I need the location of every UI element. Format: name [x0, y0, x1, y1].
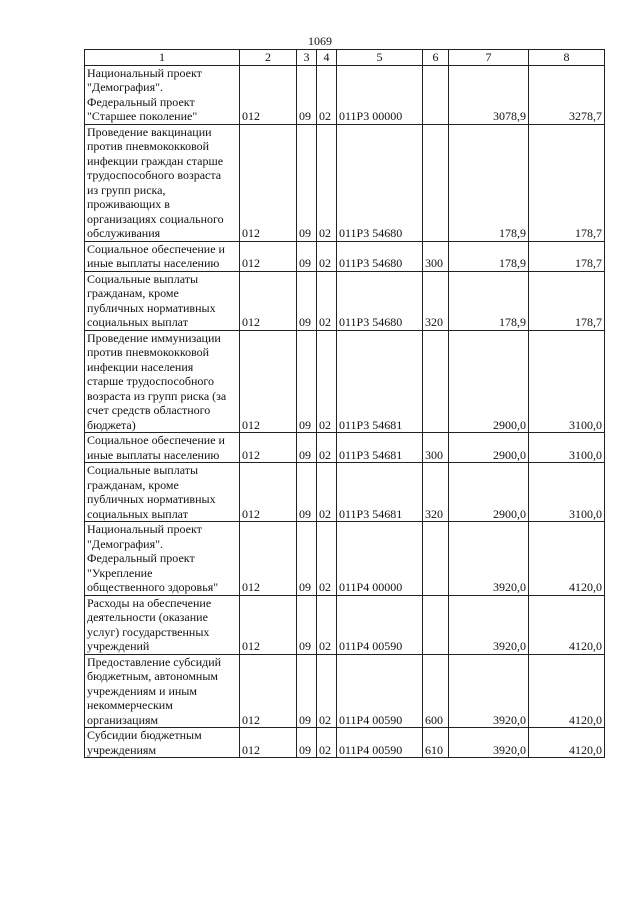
- section-code-cell: 09: [297, 124, 317, 241]
- section-code-cell: 09: [297, 433, 317, 463]
- amount-col7-cell: 178,9: [449, 124, 529, 241]
- section-code-cell: 09: [297, 654, 317, 728]
- row-description: [85, 654, 240, 728]
- admin-code-cell: 012: [240, 241, 297, 271]
- row-description: [85, 271, 240, 330]
- budget-table: [84, 49, 605, 758]
- expense-type-cell: 600: [423, 654, 449, 728]
- column-header: 3: [297, 50, 317, 66]
- amount-col8-cell: 4120,0: [529, 522, 605, 596]
- admin-code-cell: 012: [240, 65, 297, 124]
- description-line: услуг) государственных: [87, 624, 210, 639]
- description-line: иные выплаты населению: [87, 447, 220, 462]
- subsection-code-cell: 02: [317, 654, 337, 728]
- amount-col7-cell: 178,9: [449, 241, 529, 271]
- section-code-cell: 09: [297, 728, 317, 758]
- target-article-cell: 011P3 54681: [337, 463, 423, 522]
- column-header: 2: [240, 50, 297, 66]
- table-row: [85, 595, 605, 654]
- amount-col8-cell: 4120,0: [529, 595, 605, 654]
- description-line: инфекции граждан старше: [87, 153, 224, 168]
- target-article-cell: 011P3 00000: [337, 65, 423, 124]
- table-body: [85, 65, 605, 758]
- table-row: [85, 65, 605, 124]
- description-line: социальных выплат: [87, 315, 188, 329]
- table-row: [85, 433, 605, 463]
- description-line: иные выплаты населению: [87, 256, 220, 270]
- target-article-cell: 011P3 54681: [337, 330, 423, 433]
- admin-code-cell: 012: [240, 330, 297, 433]
- expense-type-cell: [423, 595, 449, 654]
- description-line: организациях социального: [87, 211, 224, 226]
- amount-col8-cell: 3100,0: [529, 463, 605, 522]
- table-row: [85, 654, 605, 728]
- amount-col8-cell: 3100,0: [529, 433, 605, 463]
- row-description: [85, 728, 240, 758]
- subsection-code-cell: 02: [317, 65, 337, 124]
- amount-col8-cell: 4120,0: [529, 654, 605, 728]
- table-row: [85, 463, 605, 522]
- description-line: некоммерческим: [87, 698, 173, 712]
- description-line: Субсидии бюджетным: [87, 728, 202, 742]
- description-line: учреждениям и иным: [87, 683, 197, 698]
- description-line: Социальные выплаты: [87, 463, 199, 477]
- description-line: социальных выплат: [87, 506, 188, 521]
- description-line: учреждениям: [87, 742, 157, 757]
- description-line: "Демография".: [87, 536, 164, 551]
- description-line: счет средств областного: [87, 403, 211, 417]
- description-line: проживающих в: [87, 197, 170, 211]
- column-header: 4: [317, 50, 337, 66]
- table-row: [85, 241, 605, 271]
- expense-type-cell: [423, 522, 449, 596]
- description-line: Федеральный проект: [87, 551, 195, 565]
- section-code-cell: 09: [297, 595, 317, 654]
- section-code-cell: 09: [297, 463, 317, 522]
- row-description: [85, 522, 240, 596]
- description-line: бюджетным, автономным: [87, 669, 218, 683]
- expense-type-cell: [423, 124, 449, 241]
- description-line: Социальное обеспечение и: [87, 433, 225, 447]
- description-line: Расходы на обеспечение: [87, 595, 212, 610]
- section-code-cell: 09: [297, 65, 317, 124]
- row-description: [85, 595, 240, 654]
- column-header: 1: [85, 50, 240, 66]
- amount-col8-cell: 178,7: [529, 271, 605, 330]
- row-description: [85, 330, 240, 433]
- description-line: "Демография".: [87, 80, 164, 94]
- subsection-code-cell: 02: [317, 330, 337, 433]
- amount-col7-cell: 2900,0: [449, 463, 529, 522]
- amount-col8-cell: 178,7: [529, 124, 605, 241]
- target-article-cell: 011P3 54680: [337, 271, 423, 330]
- target-article-cell: 011P4 00590: [337, 595, 423, 654]
- section-code-cell: 09: [297, 271, 317, 330]
- subsection-code-cell: 02: [317, 463, 337, 522]
- column-header: 7: [449, 50, 529, 66]
- subsection-code-cell: 02: [317, 433, 337, 463]
- expense-type-cell: 610: [423, 728, 449, 758]
- table-row: [85, 522, 605, 596]
- section-code-cell: 09: [297, 330, 317, 433]
- subsection-code-cell: 02: [317, 728, 337, 758]
- table-row: [85, 330, 605, 433]
- description-line: деятельности (оказание: [87, 610, 208, 624]
- row-description: [85, 65, 240, 124]
- description-line: обслуживания: [87, 226, 161, 240]
- admin-code-cell: 012: [240, 595, 297, 654]
- subsection-code-cell: 02: [317, 241, 337, 271]
- amount-col7-cell: 3078,9: [449, 65, 529, 124]
- amount-col8-cell: 3278,7: [529, 65, 605, 124]
- subsection-code-cell: 02: [317, 522, 337, 596]
- amount-col7-cell: 3920,0: [449, 595, 529, 654]
- description-line: публичных нормативных: [87, 492, 216, 506]
- page-number: 1069: [308, 34, 332, 48]
- description-line: Проведение вакцинации: [87, 124, 212, 139]
- amount-col7-cell: 178,9: [449, 271, 529, 330]
- table-row: [85, 271, 605, 330]
- table-header-row: [85, 50, 605, 66]
- expense-type-cell: 300: [423, 433, 449, 463]
- description-line: Социальное обеспечение и: [87, 241, 225, 256]
- subsection-code-cell: 02: [317, 124, 337, 241]
- description-line: общественного здоровья": [87, 580, 219, 594]
- description-line: Национальный проект: [87, 522, 202, 536]
- description-line: публичных нормативных: [87, 300, 216, 315]
- description-line: "Старшее поколение": [87, 109, 198, 123]
- description-line: из групп риска,: [87, 182, 166, 197]
- target-article-cell: 011P4 00590: [337, 728, 423, 758]
- description-line: гражданам, кроме: [87, 477, 179, 492]
- column-header: 8: [529, 50, 605, 66]
- description-line: бюджета): [87, 417, 136, 432]
- admin-code-cell: 012: [240, 433, 297, 463]
- description-line: Национальный проект: [87, 65, 202, 80]
- expense-type-cell: 300: [423, 241, 449, 271]
- description-line: Проведение иммунизации: [87, 330, 221, 345]
- amount-col7-cell: 2900,0: [449, 330, 529, 433]
- section-code-cell: 09: [297, 522, 317, 596]
- description-line: трудоспособного возраста: [87, 168, 222, 182]
- row-description: [85, 463, 240, 522]
- description-line: старше трудоспособного: [87, 374, 215, 388]
- admin-code-cell: 012: [240, 271, 297, 330]
- description-line: инфекции населения: [87, 359, 194, 374]
- column-header: 6: [423, 50, 449, 66]
- amount-col7-cell: 2900,0: [449, 433, 529, 463]
- admin-code-cell: 012: [240, 728, 297, 758]
- description-line: против пневмококковой: [87, 139, 210, 153]
- subsection-code-cell: 02: [317, 595, 337, 654]
- row-description: [85, 433, 240, 463]
- expense-type-cell: 320: [423, 463, 449, 522]
- section-code-cell: 09: [297, 241, 317, 271]
- subsection-code-cell: 02: [317, 271, 337, 330]
- table-row: [85, 124, 605, 241]
- amount-col7-cell: 3920,0: [449, 654, 529, 728]
- admin-code-cell: 012: [240, 124, 297, 241]
- target-article-cell: 011P3 54681: [337, 433, 423, 463]
- amount-col7-cell: 3920,0: [449, 522, 529, 596]
- amount-col8-cell: 4120,0: [529, 728, 605, 758]
- description-line: возраста из групп риска (за: [87, 388, 227, 403]
- description-line: гражданам, кроме: [87, 286, 179, 300]
- admin-code-cell: 012: [240, 522, 297, 596]
- row-description: [85, 124, 240, 241]
- description-line: Федеральный проект: [87, 94, 195, 109]
- admin-code-cell: 012: [240, 654, 297, 728]
- expense-type-cell: 320: [423, 271, 449, 330]
- amount-col8-cell: 3100,0: [529, 330, 605, 433]
- amount-col8-cell: 178,7: [529, 241, 605, 271]
- description-line: организациям: [87, 712, 159, 727]
- admin-code-cell: 012: [240, 463, 297, 522]
- row-description: [85, 241, 240, 271]
- description-line: против пневмококковой: [87, 345, 210, 359]
- target-article-cell: 011P3 54680: [337, 124, 423, 241]
- description-line: Социальные выплаты: [87, 271, 199, 286]
- expense-type-cell: [423, 330, 449, 433]
- target-article-cell: 011P4 00590: [337, 654, 423, 728]
- expense-type-cell: [423, 65, 449, 124]
- description-line: Предоставление субсидий: [87, 654, 222, 669]
- target-article-cell: 011P3 54680: [337, 241, 423, 271]
- table-row: [85, 728, 605, 758]
- target-article-cell: 011P4 00000: [337, 522, 423, 596]
- description-line: "Укрепление: [87, 565, 153, 580]
- amount-col7-cell: 3920,0: [449, 728, 529, 758]
- column-header: 5: [337, 50, 423, 66]
- description-line: учреждений: [87, 639, 150, 653]
